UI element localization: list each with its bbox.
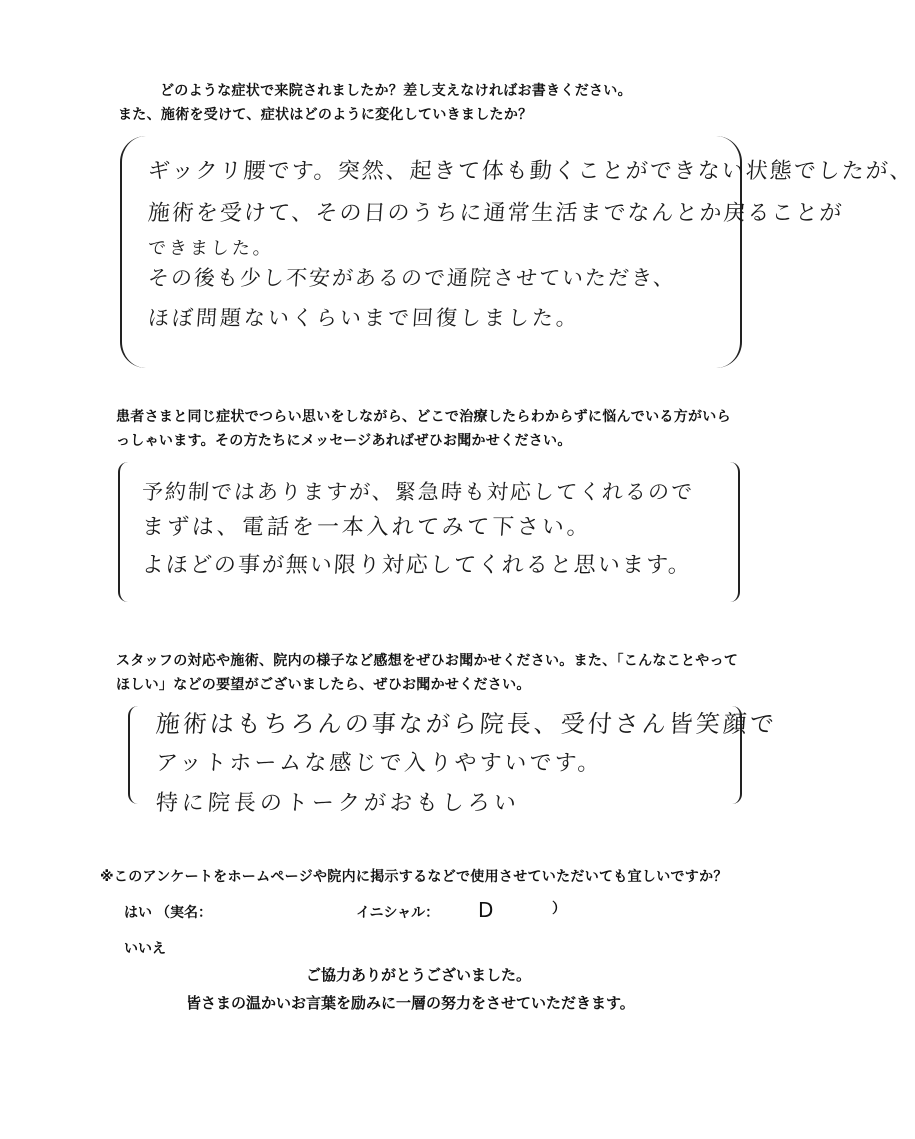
initial-value[interactable]: D	[478, 898, 494, 922]
answer-2-line-1: 予約制ではありますが、緊急時も対応してくれるので	[141, 480, 695, 504]
answer-2-line-2: まずは、電話を一本入れてみて下さい。	[140, 515, 593, 540]
close-paren: ）	[552, 901, 566, 917]
consent-yes-option[interactable]: はい	[124, 905, 152, 921]
question-3-line-1: スタッフの対応や施術、院内の様子など感想をぜひお聞かせください。また、「こんなことやって	[116, 653, 739, 669]
closing-line-1: ご協力ありがとうございました。	[306, 966, 532, 984]
answer-3-line-3: 特に院長のトークがおもしろい	[154, 791, 521, 816]
answer-1-line-4: その後も少し不安があるので通院させていただき、	[147, 266, 677, 290]
closing-line-2: 皆さまの温かいお言葉を励みに一層の努力をさせていただきます。	[186, 994, 635, 1012]
consent-question: ※このアンケートをホームページや院内に掲示するなどで使用させていただいても宜しいですか？	[100, 869, 728, 885]
answer-1-line-3: できました。	[147, 238, 275, 259]
answer-3-line-1: 施術はもちろんの事ながら院長、受付さん皆笑顔で	[154, 710, 778, 738]
real-name-label: （実名：	[156, 905, 212, 921]
answer-3-line-2: アットホームな感じで入りやすいです。	[154, 751, 604, 776]
initial-label: イニシャル：	[356, 905, 440, 921]
answer-1-line-5: ほぼ問題ないくらいまで回復しました。	[147, 306, 581, 330]
question-3-line-2: ほしい」などの要望がございましたら、ぜひお聞かせください。	[116, 677, 531, 693]
answer-2-line-3: よほどの事が無い限り対応してくれると思います。	[140, 553, 693, 578]
question-2-line-2: っしゃいます。その方たちにメッセージあればぜひお聞かせください。	[116, 433, 572, 449]
question-2-line-1: 患者さまと同じ症状でつらい思いをしながら、どこで治療したらわからずに悩んでいる方がいら	[116, 409, 731, 425]
answer-1-line-1: ギックリ腰です。突然、起きて体も動くことができない状態でしたが、	[146, 159, 915, 184]
consent-no-option[interactable]: いいえ	[124, 941, 166, 957]
question-1-line-2: また、施術を受けて、症状はどのように変化していきましたか？	[118, 107, 533, 123]
answer-1-line-2: 施術を受けて、その日のうちに通常生活までなんとか戻ることが	[146, 201, 845, 226]
question-1-line-1: どのような症状で来院されましたか？差し支えなければお書きください。	[160, 83, 632, 99]
